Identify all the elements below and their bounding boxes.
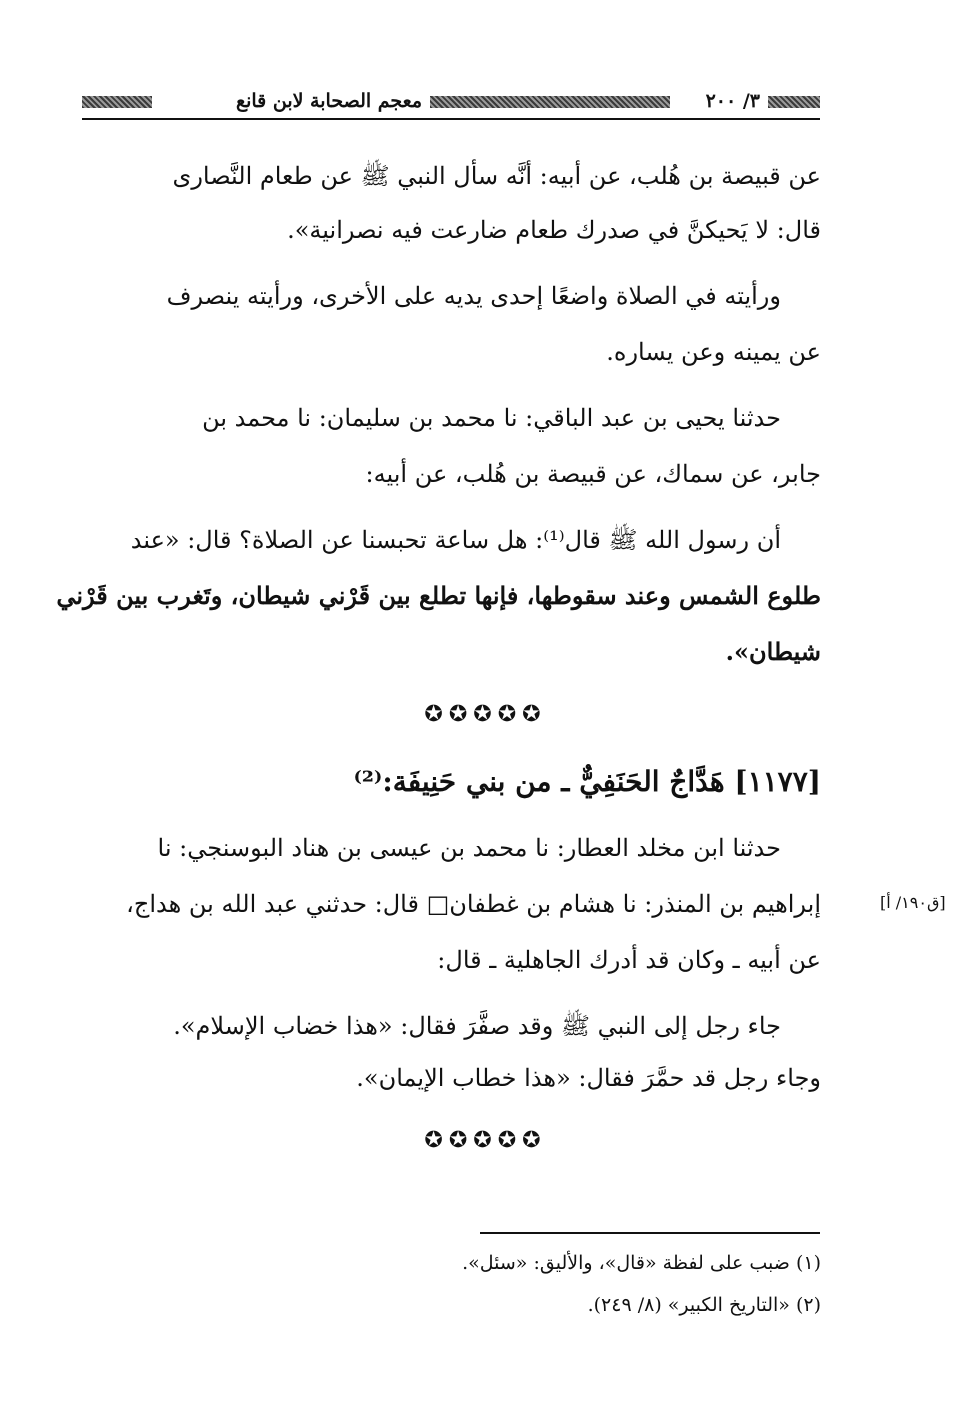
entry-heading: [١١٧٧] هَدَّاجٌ الحَنَفِيٌّ ـ من بني حَنِيفَة:⁽²⁾ (353, 765, 821, 798)
text-line: جاء رجل إلى النبي ﷺ وقد صفَّرَ فقال: «هذا خضاب الإسلام». (173, 1012, 781, 1040)
text-line: حدثنا ابن مخلد العطار: نا محمد بن عيسى بن هناد البوسنجي: نا (157, 834, 781, 862)
section-separator: ✪✪✪✪✪ (424, 1128, 547, 1153)
text-line: قال: لا يَحيكنَّ في صدرك طعام ضارعت فيه نصرانية». (287, 216, 821, 244)
manuscript-folio-note: [ق١٩٠/ أ] (880, 893, 946, 912)
text-line: أن رسول الله ﷺ قال⁽¹⁾: هل ساعة تحبسنا عن الصلاة؟ قال: «عند (130, 526, 781, 554)
header-ornament-left (82, 96, 152, 108)
header-ornament-middle (430, 96, 670, 108)
footnote: (٢) «التاريخ الكبير» (٨/ ٢٤٩). (587, 1294, 821, 1316)
text-line: وجاء رجل قد حمَّرَ فقال: «هذا خطاب الإيمان». (356, 1064, 821, 1092)
footnote-rule (480, 1232, 820, 1234)
section-separator: ✪✪✪✪✪ (424, 702, 547, 727)
text-line: حدثنا يحيى بن عبد الباقي: نا محمد بن سليمان: نا محمد بن (202, 404, 781, 432)
book-title: معجم الصحابة لابن قانع (235, 90, 422, 112)
text-line: عن قبيصة بن هُلب، عن أبيه: أنَّه سأل النبي ﷺ عن طعام النَّصارى (172, 162, 821, 190)
text-line: عن يمينه وعن يساره. (606, 338, 821, 366)
text-line: جابر، عن سماك، عن قبيصة بن هُلب، عن أبيه: (365, 460, 821, 488)
header-ornament-right (768, 96, 820, 108)
footnote: (١) ضبب على لفظة «قال»، والأليق: «سئل». (462, 1252, 821, 1274)
header-rule (82, 118, 820, 120)
text-line: عن أبيه ـ وكان قد أدرك الجاهلية ـ قال: (437, 946, 821, 974)
text-line: ورأيته في الصلاة واضعًا إحدى يديه على الأخرى، ورأيته ينصرف (166, 282, 781, 310)
text-line: شيطان». (725, 637, 821, 666)
page-reference: ٣/ ٢٠٠ (705, 90, 760, 112)
text-line: إبراهيم بن المنذر: نا هشام بن غطفان□ قال: حدثني عبد الله بن هداج، (126, 890, 821, 918)
running-header (82, 86, 820, 120)
text-line: طلوع الشمس وعند سقوطها، فإنها تطلع بين قَرْني شيطان، وتَغرب بين قَرْني (56, 581, 821, 610)
